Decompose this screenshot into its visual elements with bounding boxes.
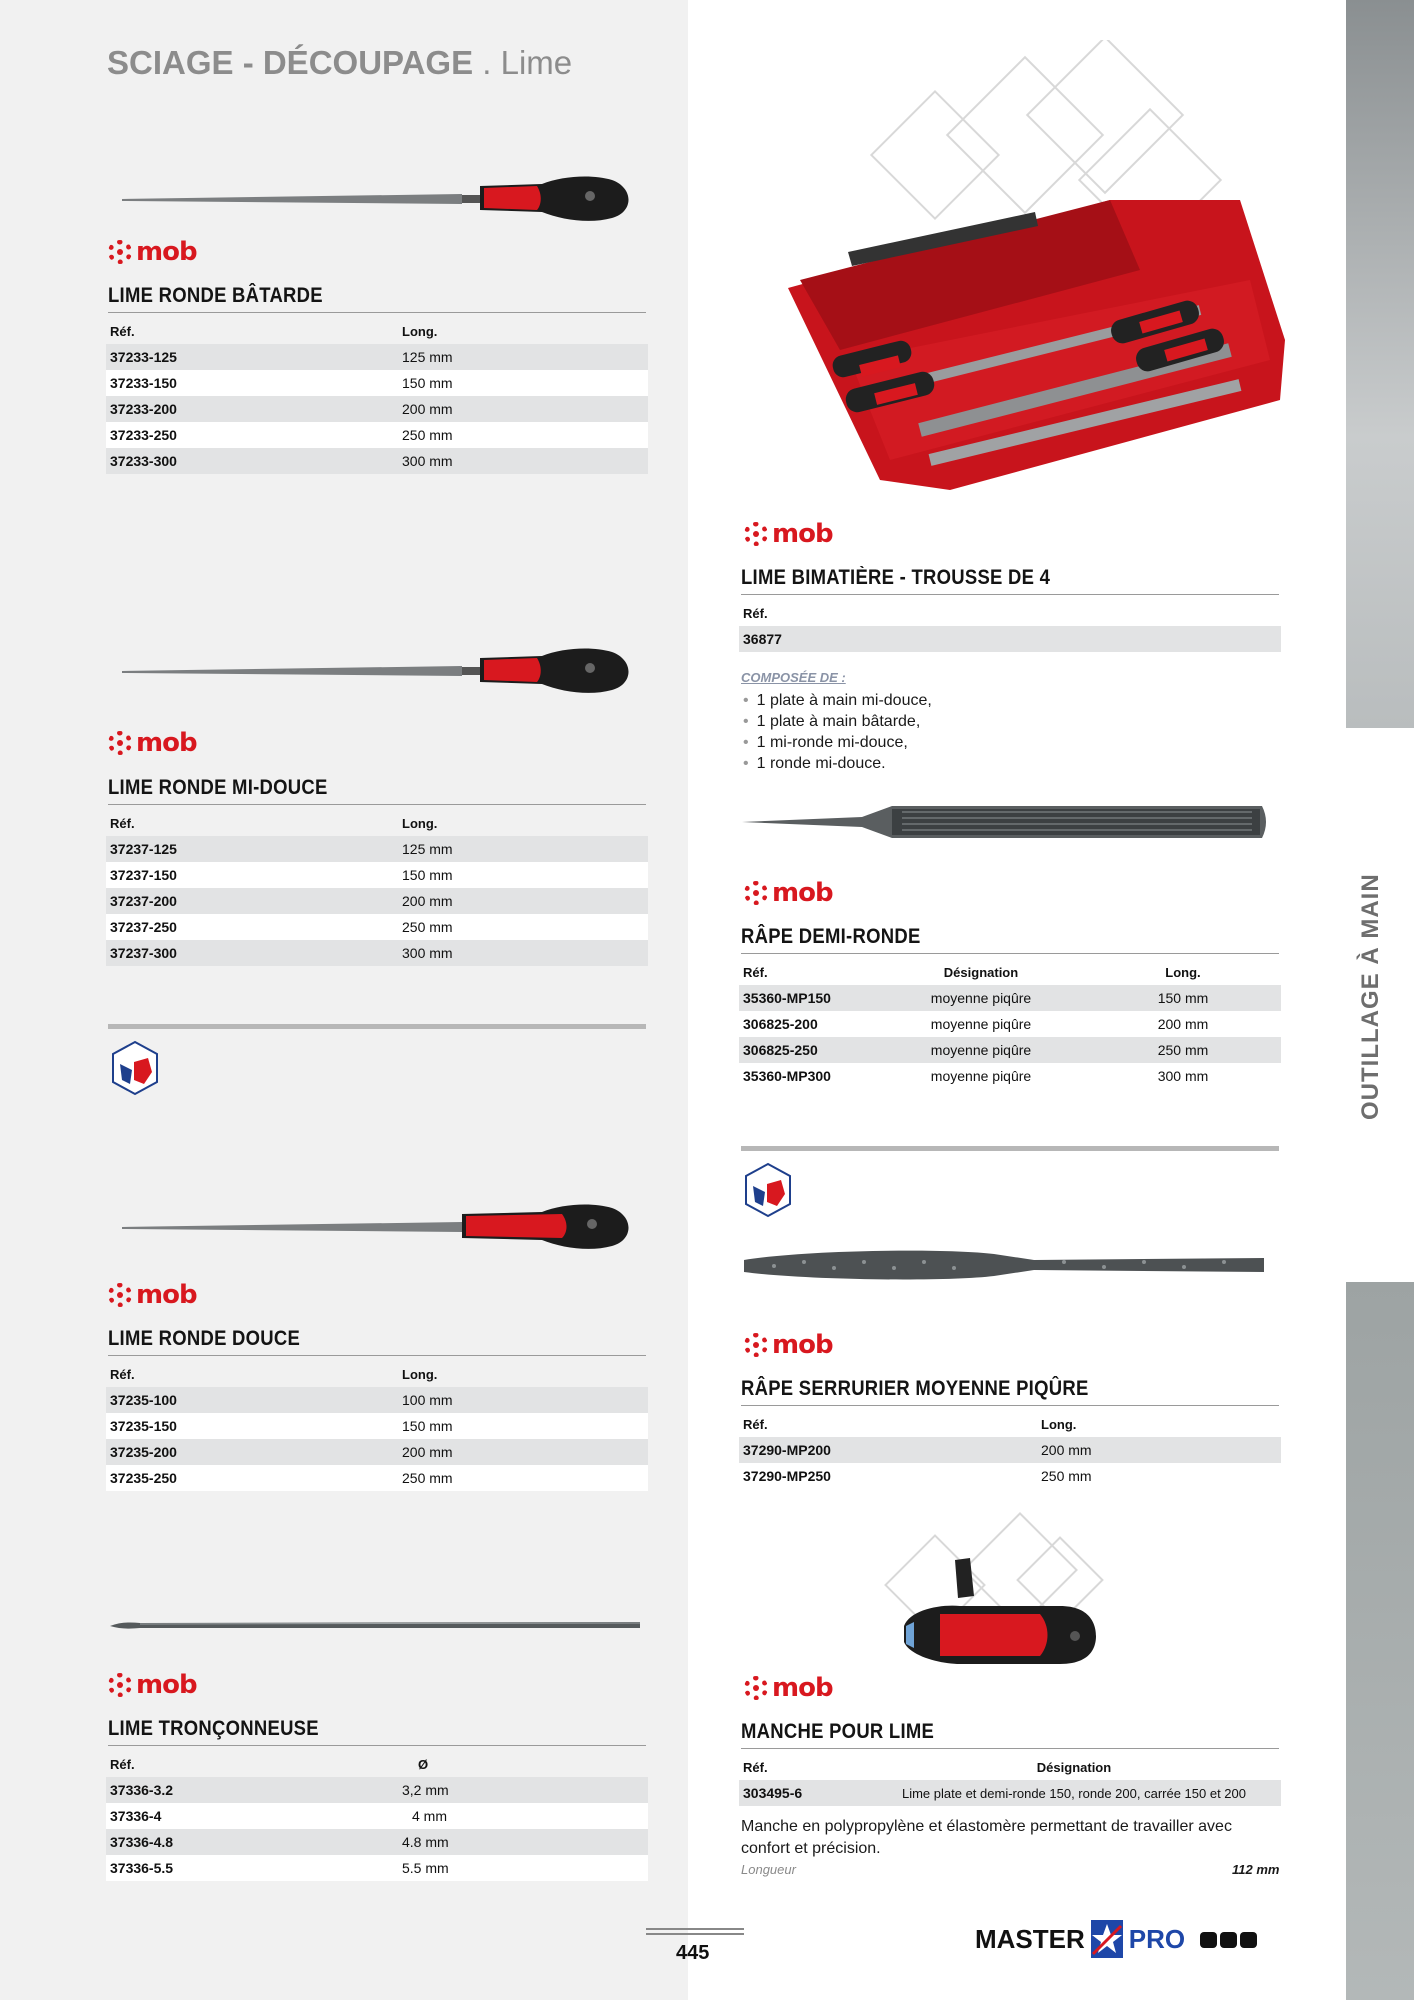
table-row: 35360-MP150 moyenne piqûre 150 mm — [739, 985, 1281, 1011]
header-long: Long. — [402, 815, 438, 831]
product-table — [106, 318, 648, 474]
header-long: Long. — [402, 1366, 438, 1382]
page-title: SCIAGE - DÉCOUPAGE . Lime — [107, 44, 573, 81]
product-title: RÂPE SERRURIER MOYENNE PIQÛRE — [741, 1377, 1089, 1400]
table-row: 37233-250 250 mm — [106, 422, 648, 448]
list-item: • 1 plate à main bâtarde, — [743, 711, 932, 732]
title-rule — [741, 594, 1279, 595]
section-side-label: OUTILLAGE À MAIN — [1357, 873, 1384, 1120]
composed-of-label: COMPOSÉE DE : — [741, 670, 846, 685]
header-ref: Réf. — [743, 605, 768, 621]
list-item: • 1 ronde mi-douce. — [743, 753, 932, 774]
header-ref: Réf. — [110, 1366, 135, 1382]
table-row: 37290-MP250 250 mm — [739, 1463, 1281, 1489]
page-number-rule — [646, 1933, 744, 1935]
product-title: MANCHE POUR LIME — [741, 1720, 935, 1743]
table-row: 37233-125 125 mm — [106, 344, 648, 370]
header-ref: Réf. — [110, 815, 135, 831]
header-diameter: Ø — [418, 1756, 429, 1772]
title-rule — [108, 1355, 646, 1356]
mob-brand-logo: mob — [108, 1670, 197, 1700]
table-row: 306825-250 moyenne piqûre 250 mm — [739, 1037, 1281, 1063]
brand-dots — [1200, 1932, 1257, 1948]
list-item: • 1 plate à main mi-douce, — [743, 690, 932, 711]
header-designation: Désignation — [943, 964, 1019, 980]
title-rule — [108, 1745, 646, 1746]
round-file-image — [122, 170, 630, 222]
star-icon — [1089, 1918, 1125, 1960]
title-rule — [741, 953, 1279, 954]
composition-list — [743, 690, 932, 774]
table-row: 37336-4 4 mm — [106, 1803, 648, 1829]
page-number-rule — [646, 1928, 744, 1930]
table-row: 37336-4.8 4.8 mm — [106, 1829, 648, 1855]
product-table — [739, 1754, 1281, 1806]
page-number: 445 — [676, 1942, 710, 1964]
title-rule — [108, 804, 646, 805]
header-ref: Réf. — [743, 1416, 768, 1432]
table-row: 37336-5.5 5.5 mm — [106, 1855, 648, 1881]
section-separator — [741, 1146, 1279, 1151]
product-table — [106, 1361, 648, 1491]
mob-brand-logo: mob — [744, 878, 833, 908]
table-row: 37336-3.2 3,2 mm — [106, 1777, 648, 1803]
header-long: Long. — [1041, 1416, 1077, 1432]
locksmith-rasp-image — [744, 1240, 1264, 1290]
product-table — [106, 810, 648, 966]
table-row: 37237-125 125 mm — [106, 836, 648, 862]
length-value: 112 mm — [1232, 1862, 1280, 1877]
table-row: 36877 — [739, 626, 1281, 652]
list-item: • 1 mi-ronde mi-douce, — [743, 732, 932, 753]
made-in-france-badge-icon — [743, 1162, 793, 1218]
table-row: 37237-250 250 mm — [106, 914, 648, 940]
masterpro-logo: MASTER PRO — [975, 1918, 1185, 1960]
table-row: 37237-150 150 mm — [106, 862, 648, 888]
title-rule — [741, 1748, 1279, 1749]
section-separator — [108, 1024, 646, 1029]
product-description: Manche en polypropylène et élastomère permettant de travailler avec confort et précision. — [741, 1818, 1232, 1857]
table-row: 37237-300 300 mm — [106, 940, 648, 966]
mob-brand-logo: mob — [108, 728, 197, 758]
round-file-image — [122, 642, 630, 694]
table-row: 306825-200 moyenne piqûre 200 mm — [739, 1011, 1281, 1037]
table-row: 37235-250 250 mm — [106, 1465, 648, 1491]
side-strip-top — [1346, 0, 1414, 728]
table-row: 303495-6 Lime plate et demi-ronde 150, ronde 200, carrée 150 et 200 — [739, 1780, 1281, 1806]
left-column-background — [0, 0, 688, 2000]
file-handle-image — [900, 1556, 1100, 1666]
side-strip-bottom — [1346, 1282, 1414, 2000]
mob-brand-logo: mob — [108, 1280, 197, 1310]
header-ref: Réf. — [743, 964, 768, 980]
header-long: Long. — [402, 323, 438, 339]
mob-brand-logo: mob — [744, 1673, 833, 1703]
header-ref: Réf. — [110, 1756, 135, 1772]
table-row: 37235-100 100 mm — [106, 1387, 648, 1413]
length-label: Longueur — [741, 1862, 796, 1877]
table-row: 35360-MP300 moyenne piqûre 300 mm — [739, 1063, 1281, 1089]
mob-brand-logo: mob — [108, 237, 197, 267]
chainsaw-file-image — [110, 1618, 640, 1632]
product-table — [106, 1751, 648, 1881]
table-row: 37233-150 150 mm — [106, 370, 648, 396]
product-table — [739, 959, 1281, 1089]
header-ref: Réf. — [110, 323, 135, 339]
title-rule — [741, 1405, 1279, 1406]
product-title: LIME RONDE DOUCE — [108, 1327, 301, 1350]
product-title: LIME BIMATIÈRE - TROUSSE DE 4 — [741, 566, 1051, 589]
product-table — [739, 600, 1281, 652]
product-table — [739, 1411, 1281, 1489]
file-kit-pouch-image — [780, 140, 1300, 500]
header-ref: Réf. — [743, 1759, 768, 1775]
table-row: 37237-200 200 mm — [106, 888, 648, 914]
half-round-rasp-image — [742, 800, 1268, 844]
table-row: 37233-300 300 mm — [106, 448, 648, 474]
mob-brand-logo: mob — [744, 1330, 833, 1360]
mob-brand-logo: mob — [744, 519, 833, 549]
header-long: Long. — [1165, 964, 1201, 980]
title-rule — [108, 312, 646, 313]
round-file-image — [122, 1198, 630, 1250]
header-designation: Désignation — [1036, 1759, 1112, 1775]
table-row: 37235-150 150 mm — [106, 1413, 648, 1439]
made-in-france-badge-icon — [110, 1040, 160, 1096]
product-title: LIME RONDE BÂTARDE — [108, 284, 323, 307]
table-row: 37235-200 200 mm — [106, 1439, 648, 1465]
table-row: 37233-200 200 mm — [106, 396, 648, 422]
product-title: RÂPE DEMI-RONDE — [741, 925, 921, 948]
table-row: 37290-MP200 200 mm — [739, 1437, 1281, 1463]
product-title: LIME TRONÇONNEUSE — [108, 1717, 319, 1740]
product-title: LIME RONDE MI-DOUCE — [108, 776, 328, 799]
